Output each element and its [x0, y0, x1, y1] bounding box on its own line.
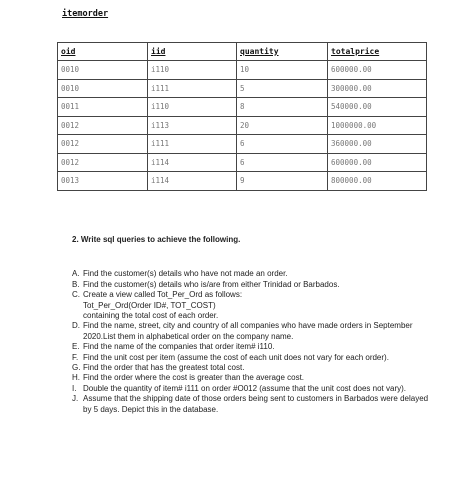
question-label: C. — [72, 290, 80, 300]
question-item — [72, 373, 432, 383]
table-header-row — [58, 43, 427, 61]
question-label: A. — [72, 269, 80, 279]
cell-oid: 0011 — [58, 98, 148, 117]
table-row — [58, 153, 427, 172]
cell-oid: 0012 — [58, 153, 148, 172]
question-body — [83, 290, 432, 321]
table-row — [58, 135, 427, 154]
question-label: B. — [72, 279, 80, 289]
header-iid: iid — [148, 43, 237, 61]
question-item — [72, 353, 432, 363]
question-subline: containing the total cost of each order. — [83, 311, 219, 321]
cell-oid: 0012 — [58, 116, 148, 135]
question-item — [72, 384, 432, 394]
section-heading: 2. Write sql queries to achieve the following. — [72, 235, 241, 244]
question-label: F. — [72, 352, 79, 362]
table-title: itemorder — [62, 9, 109, 19]
question-text: Find the name, street, city and country of all companies who have made orders in September 2020.List them in alphabetical order on the company name. — [83, 321, 413, 341]
cell-iid: i113 — [148, 116, 237, 135]
question-item — [72, 363, 432, 373]
cell-quantity: 20 — [237, 116, 328, 135]
cell-totalprice: 360000.00 — [328, 135, 427, 154]
cell-totalprice: 800000.00 — [328, 172, 427, 191]
question-text: Find the customer(s) details who have not made an order. — [83, 269, 288, 279]
table-row — [58, 98, 427, 117]
question-text: Find the name of the companies that order item# i110. — [83, 342, 275, 352]
header-quantity: quantity — [237, 43, 328, 61]
cell-totalprice: 540000.00 — [328, 98, 427, 117]
question-item — [72, 280, 432, 290]
question-label: E. — [72, 342, 80, 352]
table-row — [58, 61, 427, 80]
cell-totalprice: 600000.00 — [328, 153, 427, 172]
cell-iid: i114 — [148, 153, 237, 172]
header-oid: oid — [58, 43, 148, 61]
question-label: J. — [72, 394, 79, 404]
question-label: H. — [72, 373, 80, 383]
cell-quantity: 5 — [237, 79, 328, 98]
cell-oid: 0010 — [58, 79, 148, 98]
cell-oid: 0013 — [58, 172, 148, 191]
cell-iid: i111 — [148, 135, 237, 154]
cell-iid: i114 — [148, 172, 237, 191]
cell-totalprice: 1000000.00 — [328, 116, 427, 135]
question-text: Assume that the shipping date of those orders being sent to customers in Barbados were delayed by 5 days. Depict this in the database. — [83, 394, 429, 414]
table-row — [58, 116, 427, 135]
question-text: Create a view called Tot_Per_Ord as follows: — [83, 290, 243, 300]
question-text: Find the order that has the greatest total cost. — [83, 363, 245, 373]
question-text: Find the unit cost per item (assume the cost of each unit does not vary for each order). — [83, 352, 389, 362]
cell-quantity: 6 — [237, 135, 328, 154]
cell-iid: i110 — [148, 98, 237, 117]
question-label: D. — [72, 321, 80, 331]
cell-oid: 0012 — [58, 135, 148, 154]
question-text: Find the order where the cost is greater than the average cost. — [83, 373, 305, 383]
question-label: G. — [72, 363, 81, 373]
cell-quantity: 9 — [237, 172, 328, 191]
cell-totalprice: 300000.00 — [328, 79, 427, 98]
question-item — [72, 290, 432, 321]
table-row — [58, 79, 427, 98]
table-row — [58, 172, 427, 191]
cell-quantity: 10 — [237, 61, 328, 80]
cell-iid: i110 — [148, 61, 237, 80]
question-item — [72, 321, 432, 342]
question-item — [72, 342, 432, 352]
cell-oid: 0010 — [58, 61, 148, 80]
cell-quantity: 6 — [237, 153, 328, 172]
itemorder-table — [57, 42, 427, 191]
cell-totalprice: 600000.00 — [328, 61, 427, 80]
cell-iid: i111 — [148, 79, 237, 98]
question-item — [72, 394, 432, 415]
question-label: I. — [72, 383, 77, 393]
question-text: Find the customer(s) details who is/are from either Trinidad or Barbados. — [83, 279, 340, 289]
questions-section — [72, 235, 432, 415]
header-totalprice: totalprice — [328, 43, 427, 61]
question-subline: Tot_Per_Ord(Order ID#, TOT_COST) — [83, 300, 216, 310]
question-text: Double the quantity of item# i111 on order #O012 (assume that the unit cost does not vary). — [83, 383, 406, 393]
question-item — [72, 269, 432, 279]
cell-quantity: 8 — [237, 98, 328, 117]
